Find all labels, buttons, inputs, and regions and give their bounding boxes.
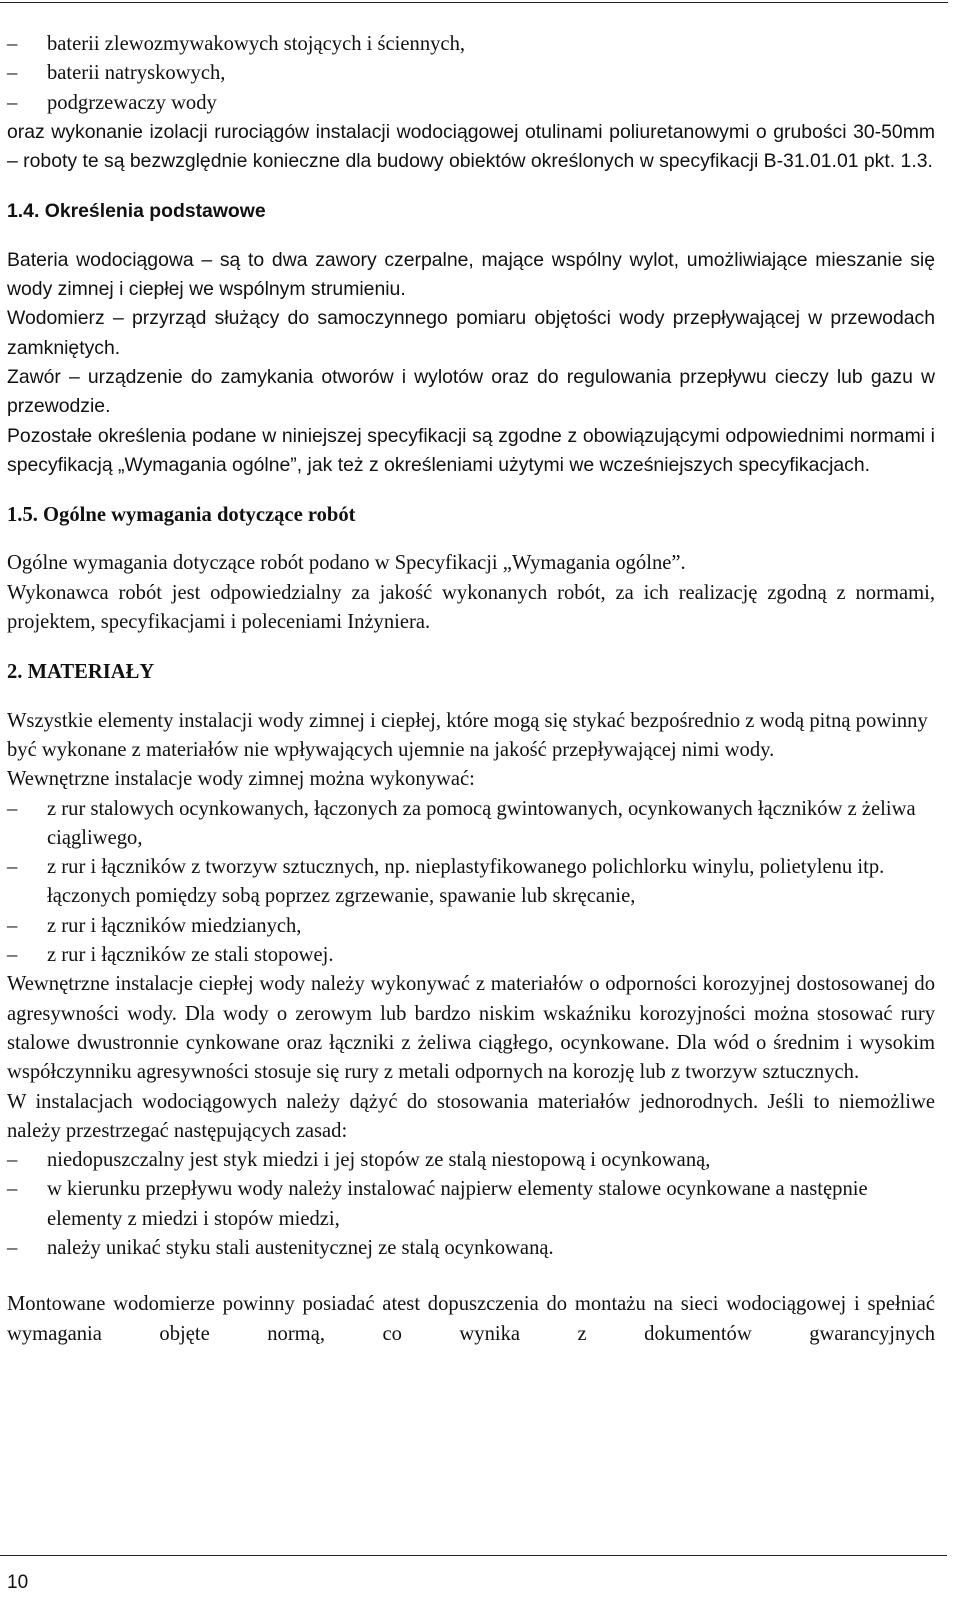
list-item-text: z rur i łączników z tworzyw sztucznych, np. nieplastyfikowanego polichlorku winylu, polietylenu itp. łączonych pomiędzy sobą poprzez zgrzewanie, spawanie lub skręcanie, <box>47 856 885 908</box>
list-item-text: należy unikać styku stali austenitycznej ze stalą ocynkowaną. <box>47 1236 554 1259</box>
section-heading: 2. MATERIAŁY <box>7 661 155 684</box>
dash-bullet: – <box>7 856 18 879</box>
dash-bullet: – <box>7 62 18 85</box>
list-item <box>7 1175 935 1234</box>
dash-bullet: – <box>7 944 18 967</box>
cold-water-materials-list <box>7 795 935 971</box>
list-item <box>7 912 935 941</box>
top-bullet-list <box>7 30 935 118</box>
list-item <box>7 30 935 59</box>
paragraph: W instalacjach wodociągowych należy dążyć do stosowania materiałów jednorodnych. Jeśli to niemożliwe należy przestrzegać następujących zasad: <box>7 1090 935 1142</box>
list-item <box>7 89 935 118</box>
dash-bullet: – <box>7 797 18 820</box>
page-number: 10 <box>7 1572 29 1593</box>
list-item-text: z rur i łączników ze stali stopowej. <box>47 944 334 967</box>
paragraph: Bateria wodociągowa – są to dwa zawory czerpalne, mające wspólny wylot, umożliwiające mieszanie się wody zimnej i ciepłej we wspólnym strumieniu. <box>7 248 935 301</box>
list-item <box>7 1234 935 1263</box>
material-rules-list <box>7 1146 935 1263</box>
paragraph: Wodomierz – przyrząd służący do samoczynnego pomiaru objętości wody przepływającej w przewodach zamkniętych. <box>7 307 935 359</box>
section-heading: 1.5. Ogólne wymagania dotyczące robót <box>7 504 356 527</box>
paragraph: Montowane wodomierze powinny posiadać atest dopuszczenia do montażu na sieci wodociągowej i spełniać wymagania objęte normą, co wynika z dokumentów gwarancyjnych <box>7 1293 935 1345</box>
dash-bullet: – <box>7 91 18 114</box>
list-item <box>7 853 935 912</box>
dash-bullet: – <box>7 1149 18 1172</box>
list-item-text: baterii natryskowych, <box>47 62 226 85</box>
dash-bullet: – <box>7 1178 18 1201</box>
paragraph: Wewnętrzne instalacje ciepłej wody należy wykonywać z materiałów o odporności korozyjnej dostosowanej do agresywności wody. Dla wody o zerowym lub bardzo niskim wskaźniku korozyjności można stosować rury stalowe dwustronnie cynkowane oraz łączniki z żeliwa ciągłego, ocynkowane. Dla wód o średnim i wysokim współczynniku agresywności stosuje się rury z metali odpornych na korozję lub z tworzyw sztucznych. <box>7 973 935 1084</box>
paragraph: Zawór – urządzenie do zamykania otworów i wylotów oraz do regulowania przepływu cieczy lub gazu w przewodzie. <box>7 365 935 418</box>
paragraph: Wszystkie elementy instalacji wody zimnej i ciepłej, które mogą się stykać bezpośrednio z wodą pitną powinny być wykonane z materiałów nie wpływających ujemnie na jakość przepływającej nimi wody. <box>7 709 928 761</box>
list-item-text: baterii zlewozmywakowych stojących i ściennych, <box>47 33 466 55</box>
footer-rule <box>0 1555 947 1556</box>
dash-bullet: – <box>7 914 18 937</box>
top-rule <box>0 2 948 3</box>
list-item-text: w kierunku przepływu wody należy instalować najpierw elementy stalowe ocynkowane a następnie elementy z miedzi i stopów miedzi, <box>47 1178 868 1230</box>
dash-bullet: – <box>7 33 18 55</box>
list-item-text: z rur i łączników miedzianych, <box>47 914 302 937</box>
section-heading: 1.4. Określenia podstawowe <box>7 200 266 223</box>
paragraph: Ogólne wymagania dotyczące robót podano w Specyfikacji „Wymagania ogólne”. <box>7 552 686 575</box>
list-item-text: z rur stalowych ocynkowanych, łączonych za pomocą gwintowanych, ocynkowanych łączników z żeliwa ciągliwego, <box>47 797 916 849</box>
paragraph: Pozostałe określenia podane w niniejszej specyfikacji są zgodne z obowiązującymi odpowiednimi normami i specyfikacją „Wymagania ogólne”, jak też z określeniami użytymi we wcześniejszych specyfikacjach. <box>7 424 935 476</box>
list-item <box>7 59 935 88</box>
list-item-text: podgrzewaczy wody <box>47 91 217 114</box>
list-item <box>7 795 935 854</box>
list-item <box>7 1146 935 1175</box>
paragraph: oraz wykonanie izolacji rurociągów instalacji wodociągowej otulinami poliuretanowymi o grubości 30-50mm – roboty te są bezwzględnie konieczne dla budowy obiektów określonych w specyfikacji B-31.01.01 pkt. 1.3. <box>7 120 935 173</box>
paragraph: Wykonawca robót jest odpowiedzialny za jakość wykonanych robót, za ich realizację zgodną z normami, projektem, specyfikacjami i poleceniami Inżyniera. <box>7 581 935 634</box>
dash-bullet: – <box>7 1236 18 1259</box>
list-item-text: niedopuszczalny jest styk miedzi i jej stopów ze stalą niestopową i ocynkowaną, <box>47 1149 711 1172</box>
list-item <box>7 941 935 970</box>
paragraph: Wewnętrzne instalacje wody zimnej można wykonywać: <box>7 768 475 791</box>
document-page <box>7 30 935 1349</box>
